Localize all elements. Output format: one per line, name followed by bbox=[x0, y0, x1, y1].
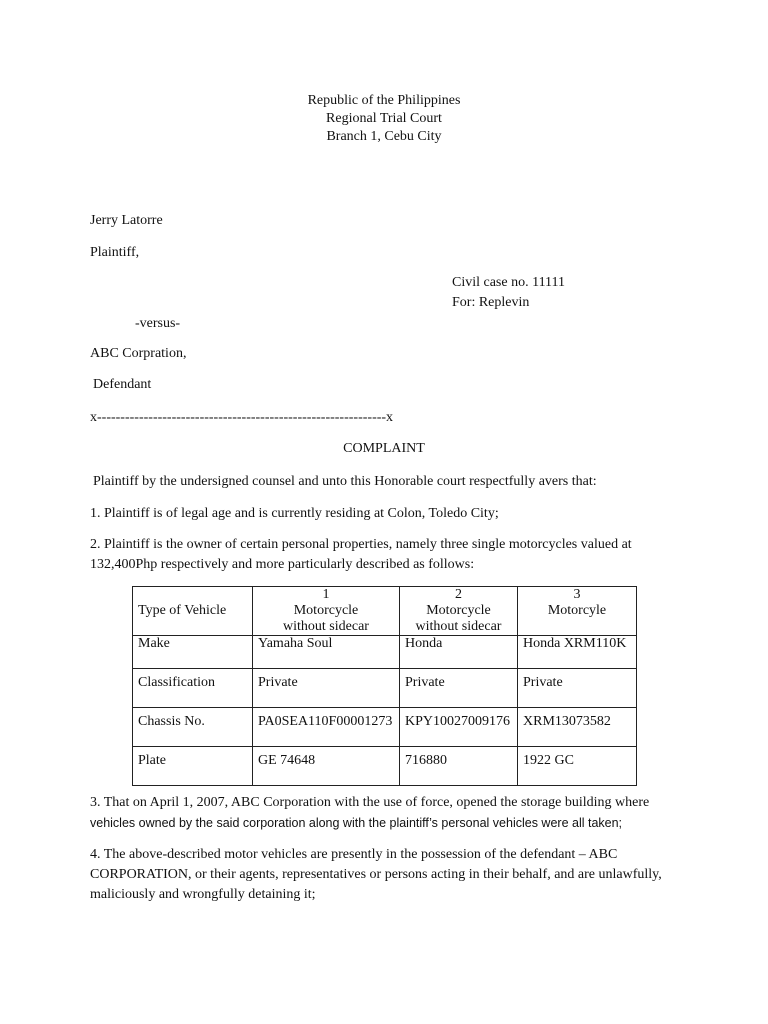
plaintiff-role: Plaintiff, bbox=[90, 245, 140, 260]
table-header-col-2 bbox=[400, 587, 518, 636]
table-cell: 716880 bbox=[400, 747, 518, 786]
paragraph-1: 1. Plaintiff is of legal age and is currently residing at Colon, Toledo City; bbox=[90, 506, 499, 521]
document-title: COMPLAINT bbox=[343, 441, 425, 456]
table-header-col-1 bbox=[253, 587, 400, 636]
case-number: Civil case no. 11111 bbox=[452, 275, 566, 290]
caption-separator: x--------------------------------------------------------------x bbox=[90, 410, 394, 425]
table-row bbox=[133, 708, 637, 747]
defendant-name: ABC Corpration, bbox=[90, 346, 187, 361]
col-type: Motorcycle bbox=[426, 603, 491, 618]
table-header-row bbox=[133, 587, 637, 636]
row-label: Plate bbox=[133, 747, 253, 786]
col-number: 1 bbox=[322, 587, 330, 602]
case-type: For: Replevin bbox=[452, 295, 530, 310]
table-cell: Honda bbox=[400, 636, 518, 669]
court-header bbox=[0, 92, 768, 146]
col-type: Motorcyle bbox=[547, 603, 607, 618]
col-number: 3 bbox=[573, 587, 581, 602]
defendant-role: Defendant bbox=[93, 377, 152, 392]
vehicle-table bbox=[132, 586, 637, 786]
court-header-branch: Branch 1, Cebu City bbox=[326, 129, 442, 144]
table-cell: Yamaha Soul bbox=[253, 636, 400, 669]
versus-label: -versus- bbox=[135, 316, 181, 331]
intro-paragraph: Plaintiff by the undersigned counsel and unto this Honorable court respectfully avers that: bbox=[93, 474, 597, 489]
col-type: Motorcycle bbox=[293, 603, 359, 618]
table-row bbox=[133, 636, 637, 669]
table-cell: Private bbox=[400, 669, 518, 708]
table-cell: XRM13073582 bbox=[518, 708, 637, 747]
row-label: Classification bbox=[133, 669, 253, 708]
paragraph-3-line-2: vehicles owned by the said corporation along with the plaintiff’s personal vehicles were all taken; bbox=[90, 816, 623, 830]
paragraph-4: 4. The above-described motor vehicles are presently in the possession of the defendant – ABC CORPORATION, or their agents, representatives or persons acting in their behalf, and are unlawfully, maliciously and wrongfully detaining it; bbox=[90, 847, 662, 902]
col-subtype: without sidecar bbox=[415, 619, 502, 634]
plaintiff-name: Jerry Latorre bbox=[90, 213, 163, 228]
table-header-col-3 bbox=[518, 587, 637, 636]
paragraph-3-line-1: 3. That on April 1, 2007, ABC Corporation with the use of force, opened the storage building where bbox=[90, 795, 650, 810]
table-cell: Private bbox=[518, 669, 637, 708]
court-header-country: Republic of the Philippines bbox=[307, 93, 461, 108]
table-cell: PA0SEA110F00001273 bbox=[253, 708, 400, 747]
row-label: Chassis No. bbox=[133, 708, 253, 747]
table-cell: Honda XRM110K bbox=[518, 636, 637, 669]
row-label: Make bbox=[133, 636, 253, 669]
table-row bbox=[133, 669, 637, 708]
table-header-label: Type of Vehicle bbox=[133, 587, 253, 636]
court-header-court: Regional Trial Court bbox=[326, 111, 442, 126]
table-cell: 1922 GC bbox=[518, 747, 637, 786]
paragraph-2: 2. Plaintiff is the owner of certain personal properties, namely three single motorcycles valued at 132,400Php respectively and more particularly described as follows: bbox=[90, 537, 632, 572]
col-number: 2 bbox=[455, 587, 462, 602]
table-cell: GE 74648 bbox=[253, 747, 400, 786]
table-cell: Private bbox=[253, 669, 400, 708]
col-subtype: without sidecar bbox=[283, 619, 369, 634]
table-cell: KPY10027009176 bbox=[400, 708, 518, 747]
table-row bbox=[133, 747, 637, 786]
